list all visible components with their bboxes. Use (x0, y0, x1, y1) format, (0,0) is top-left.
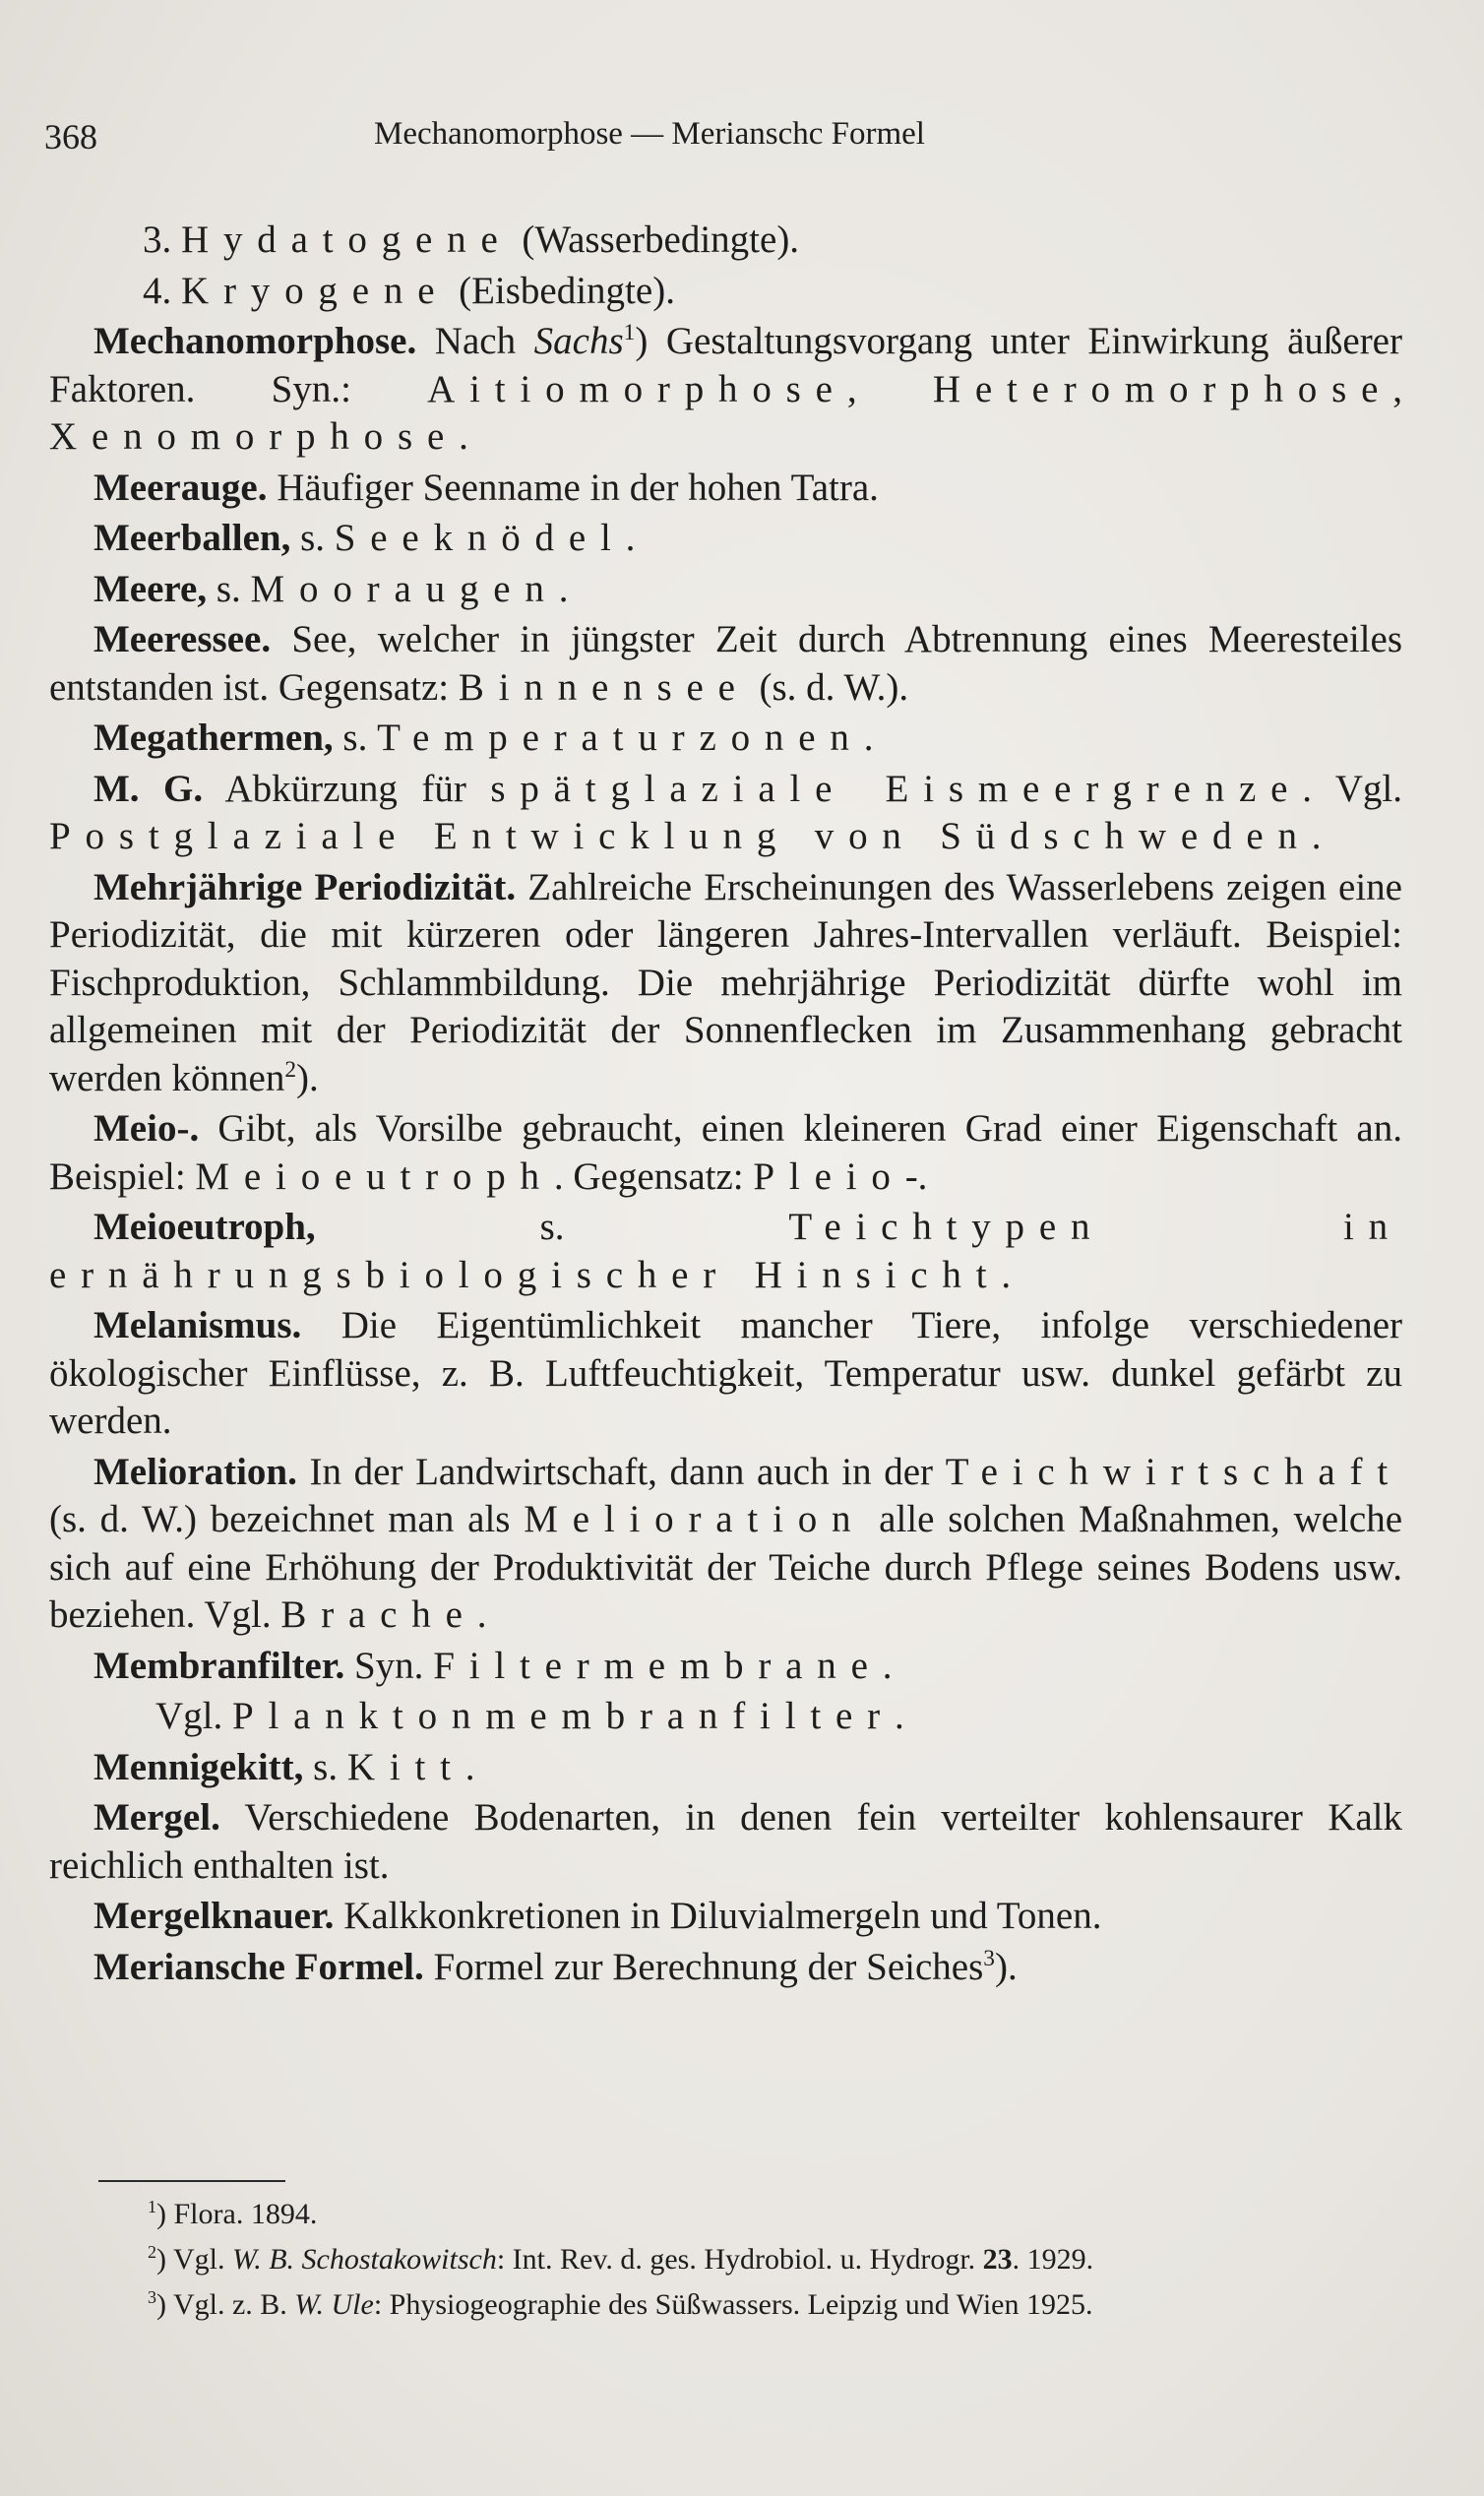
text-run: . 1929. (1012, 2243, 1094, 2276)
dictionary-entry (49, 1794, 1402, 1890)
text-run: ) Gestaltungsvorgang unter Einwirkung äußerer Faktoren. Syn.: (49, 320, 1402, 410)
dictionary-entry (49, 864, 1402, 1103)
footnote-ref: 2 (284, 1056, 297, 1083)
headword: Meere, (93, 567, 208, 610)
text-run: s. (290, 517, 335, 559)
text-run: (Wasserbedingte). (512, 218, 800, 261)
spaced-term: Heteromorphose (932, 367, 1393, 410)
text-run: -. (904, 1154, 928, 1198)
text-run: ) Vgl. z. B. (156, 2288, 295, 2321)
text-run: Die Eigentümlichkeit mancher Tiere, infolge verschiedener ökologischer Einflüsse, z. B. Luftfeuchtigkeit, Temperatur usw. dunkel gefärbt zu werden. (49, 1304, 1402, 1442)
spaced-term: Seeknödel (334, 517, 626, 559)
text-run: . Gegensatz: (553, 1154, 754, 1198)
text-run: ) Flora. 1894. (156, 2198, 318, 2230)
text-run: ) Vgl. (156, 2243, 232, 2276)
text-run: (Eisbedingte). (449, 269, 675, 312)
page-header (44, 116, 1402, 171)
spaced-term: Filtermembrane (433, 1644, 883, 1687)
dictionary-entry (49, 1893, 1402, 1941)
enumerated-item (49, 268, 1402, 316)
text-run: . (464, 1745, 475, 1788)
headword: M. G. (93, 767, 204, 810)
footnote-rule (98, 2180, 285, 2182)
dictionary-entry (49, 1449, 1402, 1640)
dictionary-entry (49, 715, 1402, 763)
text-run: . (558, 567, 569, 610)
author-name: Sachs (533, 320, 624, 362)
text-run: Vgl. (155, 1695, 232, 1737)
text-run: , (1392, 367, 1402, 410)
dictionary-entry (49, 515, 1402, 563)
dictionary-entry (49, 1105, 1402, 1201)
text-run: . (1001, 1253, 1012, 1296)
headword: Mergel. (93, 1796, 220, 1839)
dictionary-entry (49, 1302, 1402, 1446)
dictionary-entry (49, 1944, 1402, 1992)
spaced-term: Kitt (346, 1745, 465, 1788)
spaced-term: Postglaziale Entwicklung von Südschweden (49, 815, 1312, 857)
headword: Mergelknauer. (93, 1895, 335, 1937)
headword: Meerauge. (93, 466, 268, 509)
text-run: Häufiger Seenname in der hohen Tatra. (267, 466, 879, 509)
text-run: 3. (143, 218, 181, 261)
spaced-term: Aitiomorphose (427, 367, 847, 410)
spaced-term: spätglaziale Eismeergrenze (490, 767, 1303, 810)
dictionary-entry (49, 766, 1402, 861)
text-run: . (625, 517, 636, 559)
text-run: . (476, 1593, 487, 1636)
author-name: W. B. Schostakowitsch (231, 2243, 497, 2276)
text-run: . (459, 415, 468, 458)
text-run: s. (315, 1206, 789, 1248)
author-name: W. Ule (294, 2288, 374, 2321)
headword: Mehrjährige Periodizität. (93, 865, 517, 908)
headword: Megathermen, (93, 717, 334, 759)
headword: Meioeutroph, (93, 1206, 316, 1248)
running-title: Mechanomorphose — Merianschc Formel (374, 116, 925, 152)
footnote-ref: 1 (623, 320, 636, 345)
text-run: Formel zur Berechnung der Seiches (423, 1945, 984, 1988)
headword: Mechanomorphose. (93, 320, 417, 362)
headword: Meio-. (93, 1107, 200, 1150)
text-run: Nach (416, 320, 534, 362)
text-run: ). (296, 1056, 319, 1099)
headword: 23 (982, 2243, 1013, 2276)
dictionary-entry (49, 566, 1402, 614)
spaced-term: Temperaturzonen (377, 717, 864, 759)
spaced-term: Meioeutroph (195, 1154, 554, 1198)
page-number: 368 (44, 117, 97, 156)
text-run: s. (333, 717, 378, 759)
headword: Membranfilter. (93, 1644, 345, 1687)
dictionary-entry (49, 1744, 1402, 1792)
text-run: alle solchen Maßnahmen, welche sich auf eine Erhöhung der Produktivität der Teiche durch Pflege seines Bodens usw. beziehen. Vgl. (49, 1498, 1403, 1636)
text-run: . (894, 1695, 904, 1737)
footnote (49, 2192, 1402, 2237)
spaced-term: Kryogene (181, 269, 450, 312)
text-run: Syn. (344, 1644, 434, 1687)
text-run: . (882, 1644, 893, 1687)
headword: Melioration. (93, 1450, 297, 1493)
dictionary-entry (49, 1643, 1402, 1691)
text-run: See, welcher in jüngster Zeit durch Abtrennung eines Meeresteiles entstanden ist. Gegensatz: (49, 618, 1402, 709)
spaced-term: Pleio (753, 1154, 905, 1198)
spaced-term: Planktonmembranfilter (232, 1695, 895, 1737)
text-run: ). (995, 1945, 1018, 1988)
headword: Melanismus. (93, 1304, 302, 1346)
footnote-ref: 1 (148, 2197, 156, 2216)
text-run: In der Landwirtschaft, dann auch in der (296, 1450, 946, 1493)
spaced-term: Mooraugen (250, 567, 559, 610)
headword: Meriansche Formel. (93, 1945, 424, 1988)
text-run: , (846, 367, 933, 410)
spaced-term: Hydatogene (181, 218, 513, 261)
dictionary-entries (49, 217, 1402, 1994)
enumerated-item (49, 217, 1402, 265)
text-run: . (1311, 815, 1322, 857)
spaced-term: Xenomorphose (49, 415, 460, 458)
footnote-list (49, 2192, 1402, 2328)
spaced-term: Binnensee (458, 665, 750, 709)
footnote-ref: 3 (983, 1945, 995, 1971)
text-run: s. (303, 1745, 347, 1788)
dictionary-entry (49, 318, 1402, 462)
footnote-ref: 2 (148, 2242, 156, 2262)
text-run: . Vgl. (1302, 767, 1402, 810)
footnote-ref: 3 (148, 2287, 156, 2307)
spaced-term: Melioration (524, 1498, 866, 1540)
footnotes (49, 2180, 1402, 2328)
spaced-term: Teichtypen in ernährungsbiologischer Hinsicht (49, 1206, 1402, 1296)
spaced-term: Teichwirtschaft (945, 1450, 1402, 1493)
dictionary-entry (49, 1204, 1402, 1299)
text-run: Gibt, als Vorsilbe gebraucht, einen kleineren Grad einer Eigenschaft an. Beispiel: (49, 1107, 1402, 1198)
text-run: 4. (143, 269, 181, 312)
headword: Mennigekitt, (93, 1745, 304, 1788)
text-run: : Int. Rev. d. ges. Hydrobiol. u. Hydrogr. (496, 2243, 983, 2276)
dictionary-entry (49, 465, 1402, 513)
headword: Meeressee. (93, 618, 272, 660)
text-run: (s. d. W.) bezeichnet man als (49, 1498, 525, 1540)
headword: Meerballen, (93, 517, 291, 559)
text-run: . (863, 717, 874, 759)
dictionary-entry (49, 616, 1402, 712)
spaced-term: Brache (280, 1593, 477, 1636)
text-run: Verschiedene Bodenarten, in denen fein verteilter kohlensaurer Kalk reichlich enthalten ist. (49, 1796, 1402, 1887)
footnote (49, 2282, 1402, 2328)
dictionary-entry (49, 1693, 1402, 1741)
text-run: Kalkkonkretionen in Diluvialmergeln und Tonen. (334, 1895, 1102, 1937)
text-run: : Physiogeographie des Süßwassers. Leipzig und Wien 1925. (373, 2288, 1093, 2321)
text-run: Abkürzung für (203, 767, 491, 810)
text-run: Zahlreiche Erscheinungen des Wasserlebens zeigen eine Periodizität, die mit kürzeren oder längeren Jahres-Intervallen verläuft. Beispiel: Fischproduktion, Schlammbildung. Die mehrjährige Periodizität dürfte wohl im allgemeinen mit der Periodizität der Sonnenflecken im Zusammenhang gebracht werden können (49, 865, 1402, 1099)
text-run: s. (207, 567, 251, 610)
text-run: (s. d. W.). (749, 665, 909, 709)
footnote (49, 2237, 1402, 2282)
